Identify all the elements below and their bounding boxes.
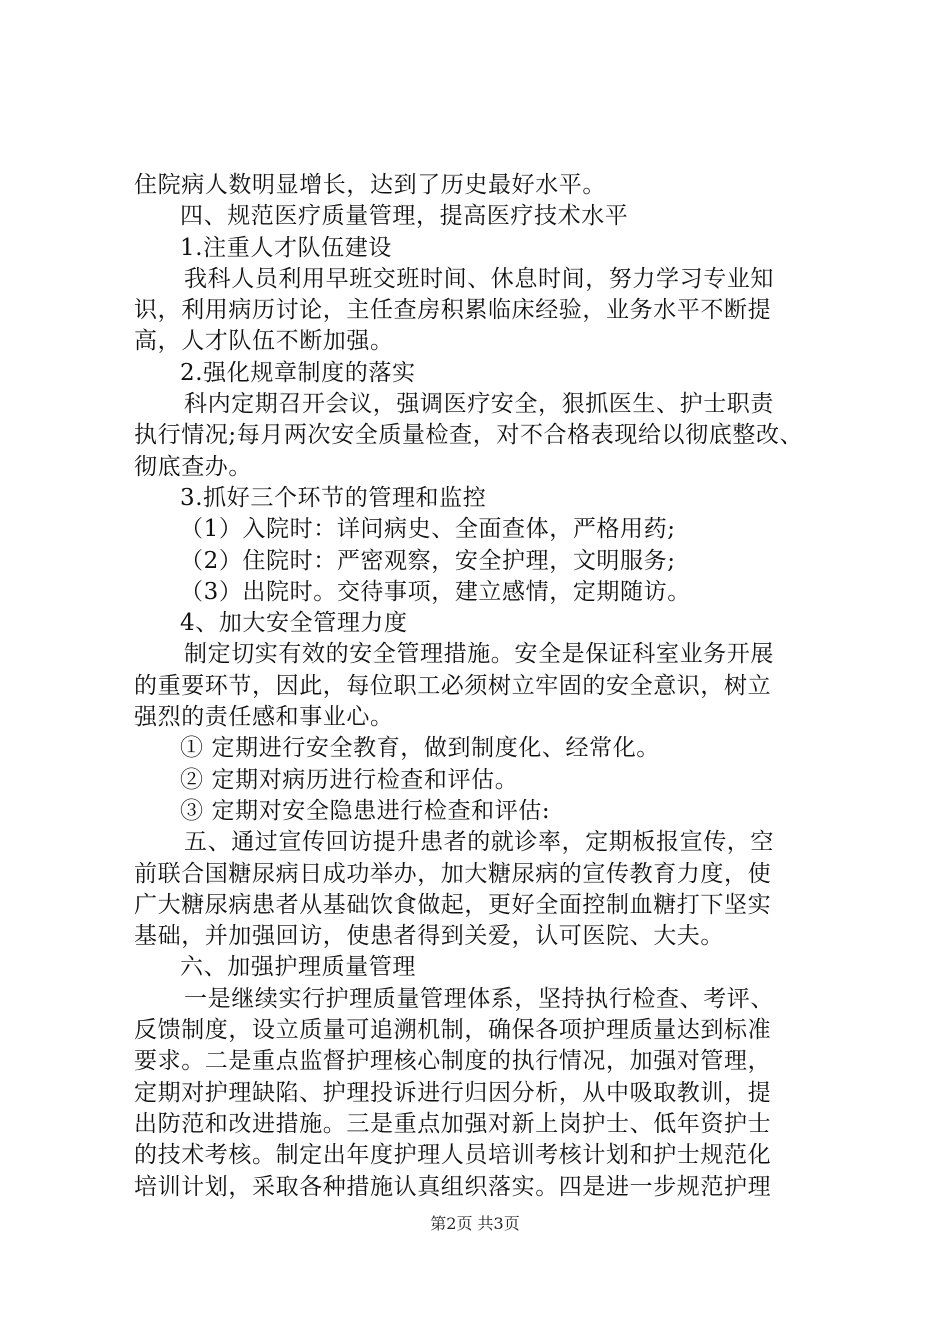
text-line: ③ 定期对安全隐患进行检查和评估:: [180, 797, 551, 824]
text-line: 前联合国糖尿病日成功举办，加大糖尿病的宣传教育力度，使: [134, 860, 772, 887]
text-line: 1.注重人才队伍建设: [180, 234, 392, 261]
text-line: 执行情况;每月两次安全质量检查，对不合格表现给以彻底整改、: [134, 422, 804, 449]
text-line: 制定切实有效的安全管理措施。安全是保证科室业务开展: [184, 641, 774, 668]
text-line: 2.强化规章制度的落实: [180, 359, 416, 386]
text-line: 五、通过宣传回访提升患者的就诊率，定期板报宣传，空: [184, 829, 774, 856]
text-line: 高，人才队伍不断加强。: [134, 328, 394, 355]
text-line: 六、加强护理质量管理: [180, 954, 416, 981]
text-line: ② 定期对病历进行检查和评估。: [180, 766, 519, 793]
text-line: （2）住院时：严密观察，安全护理，文明服务;: [180, 547, 676, 574]
text-line: 识，利用病历讨论，主任查房积累临床经验，业务水平不断提: [134, 297, 772, 324]
text-line: 四、规范医疗质量管理，提高医疗技术水平: [180, 203, 629, 230]
text-line: 强烈的责任感和事业心。: [134, 704, 394, 731]
text-line: 出防范和改进措施。三是重点加强对新上岗护士、低年资护士: [134, 1110, 772, 1137]
text-line: 3.抓好三个环节的管理和监控: [180, 484, 487, 511]
text-line: 培训计划，采取各种措施认真组织落实。四是进一步规范护理: [134, 1173, 772, 1200]
text-line: 要求。二是重点监督护理核心制度的执行情况，加强对管理，: [134, 1048, 772, 1075]
text-line: 的技术考核。制定出年度护理人员培训考核计划和护士规范化: [134, 1142, 772, 1169]
text-line: 反馈制度，设立质量可追溯机制，确保各项护理质量达到标准: [134, 1017, 772, 1044]
page-footer: 第2页 共3页: [430, 1214, 520, 1233]
text-line: 基础，并加强回访，使患者得到关爱，认可医院、大夫。: [134, 923, 724, 950]
text-line: 一是继续实行护理质量管理体系，坚持执行检查、考评、: [184, 985, 774, 1012]
text-line: 的重要环节，因此，每位职工必须树立牢固的安全意识，树立: [134, 672, 772, 699]
text-line: （3）出院时。交待事项，建立感情，定期随访。: [180, 578, 691, 605]
text-line: 彻底查办。: [134, 453, 252, 480]
text-line: 广大糖尿病患者从基础饮食做起，更好全面控制血糖打下坚实: [134, 891, 772, 918]
text-line: 定期对护理缺陷、护理投诉进行归因分析，从中吸取教训，提: [134, 1079, 772, 1106]
document-body: [134, 170, 834, 1203]
text-line: ① 定期进行安全教育，做到制度化、经常化。: [180, 735, 660, 762]
text-line: 4、加大安全管理力度: [180, 610, 408, 637]
text-line: 住院病人数明显增长，达到了历史最好水平。: [134, 172, 606, 198]
text-line: 科内定期召开会议，强调医疗安全，狠抓医生、护士职责: [184, 391, 774, 418]
text-line: 我科人员利用早班交班时间、休息时间，努力学习专业知: [184, 265, 774, 292]
text-line: （1）入院时：详问病史、全面查体，严格用药;: [180, 516, 676, 543]
